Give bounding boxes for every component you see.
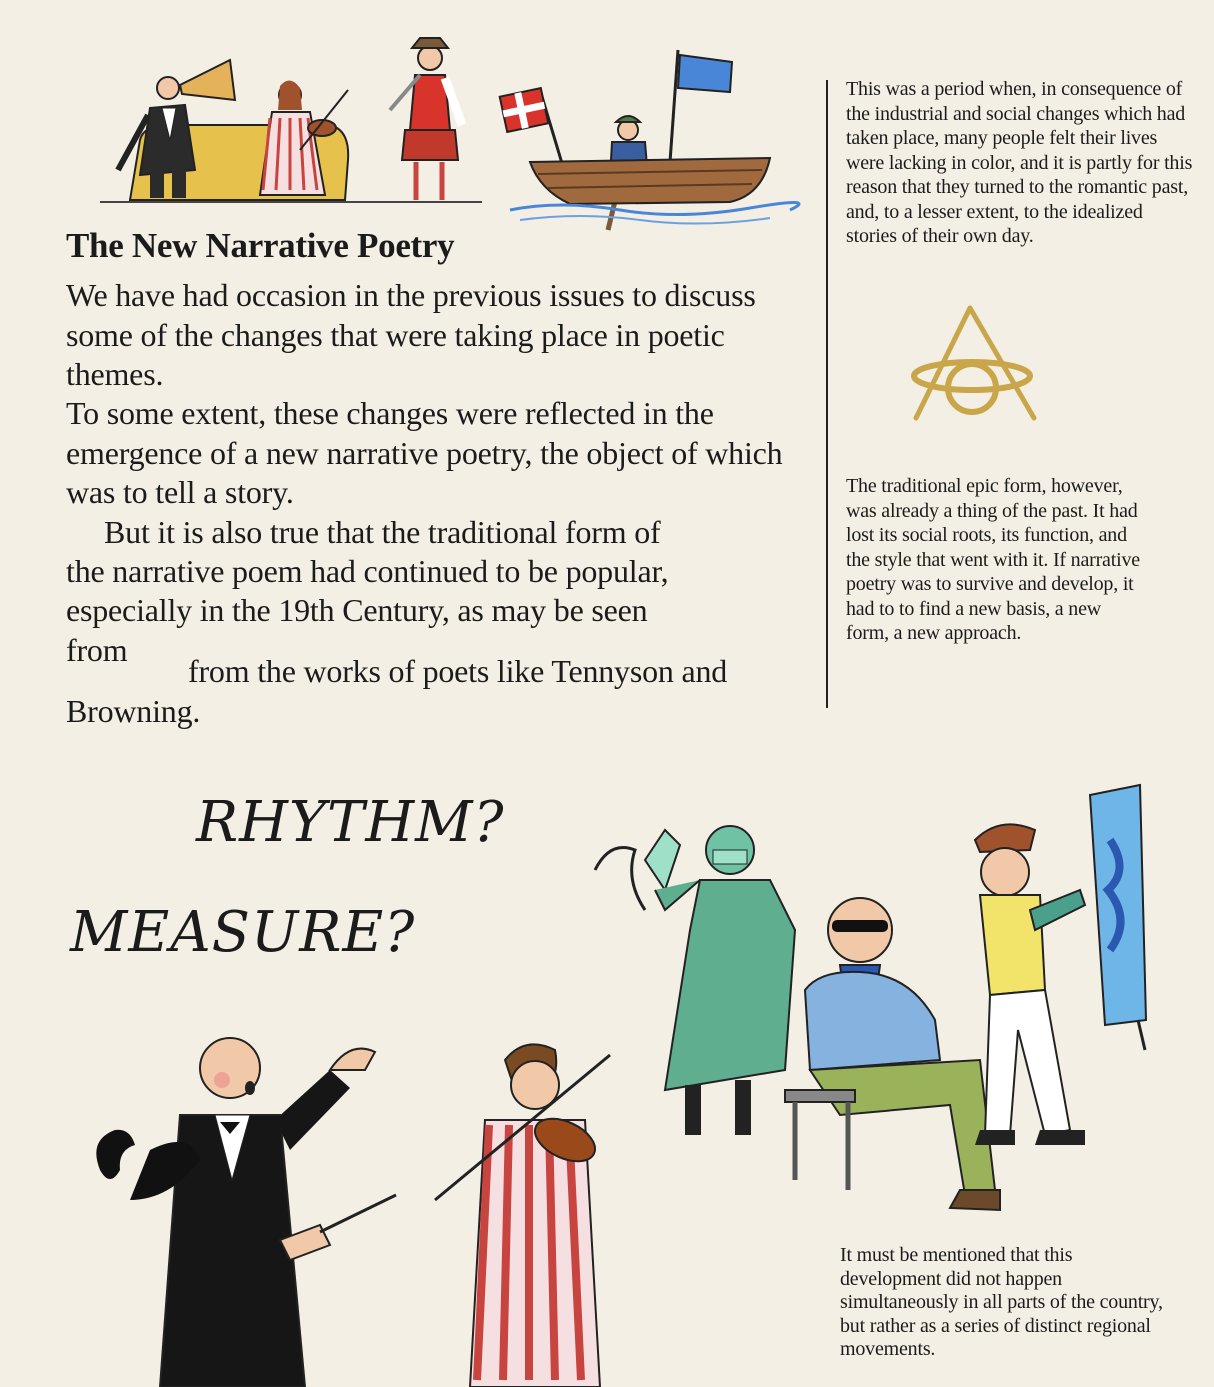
article-title: The New Narrative Poetry: [66, 226, 455, 265]
paragraph-1: We have had occasion in the previous issues to discuss some of the changes that were taking place in poetic themes.: [66, 277, 756, 392]
sidebar-note-2: The traditional epic form, however, was already a thing of the past. It had lost its social roots, its function, and the style that went with it. If narrative poetry was to survive and develop, it had to to find a new basis, a new form, a new approach.: [846, 475, 1140, 644]
column-divider: [826, 80, 828, 708]
paragraph-3-line-1: But it is also true that the traditional form of: [104, 514, 661, 550]
paragraph-3-line-6: Browning.: [66, 693, 201, 729]
sidebar-note-1: This was a period when, in consequence of the industrial and social changes which had taken place, many people felt their lives were lacking in color, and it is partly for this reason that they turned to the romantic past, and, to a lesser extent, to the idealized stories of their own day.: [846, 78, 1193, 247]
compass-ring-emblem: [906, 300, 1042, 424]
performers-illustration: [100, 30, 490, 205]
measure-heading: MEASURE?: [70, 900, 416, 965]
boat-illustration: [500, 50, 790, 225]
surgeon-illustration: [595, 810, 810, 1150]
paragraph-3-line-4: from: [66, 632, 128, 668]
paragraph-3-line-5: from the works of poets like Tennyson and: [188, 653, 728, 689]
paragraph-3-line-3: especially in the 19th Century, as may be seen: [66, 592, 648, 628]
rhythm-heading: RHYTHM?: [196, 790, 505, 855]
paragraph-3-line-2: the narrative poem had continued to be popular,: [66, 553, 669, 589]
painter-illustration: [960, 780, 1160, 1165]
conductor-illustration: [90, 1010, 410, 1387]
sidebar-note-3: It must be mentioned that this development did not happen simultaneously in all parts of the country, but rather as a series of distinct regional movements.: [840, 1244, 1163, 1360]
illustration-baseline: [100, 201, 482, 203]
paragraph-2: To some extent, these changes were reflected in the emergence of a new narrative poetry, the object of which was to tell a story.: [66, 395, 783, 510]
